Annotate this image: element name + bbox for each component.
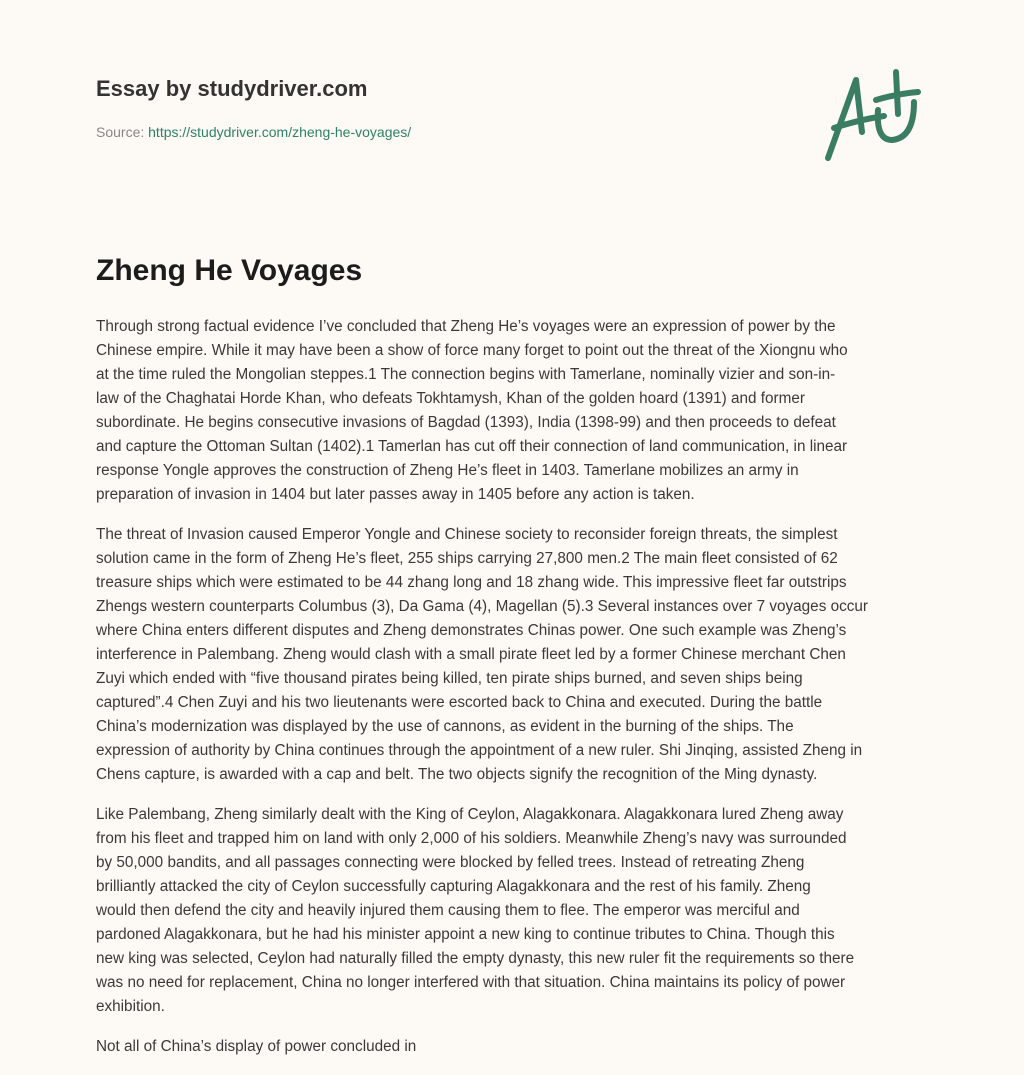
text-line: new king was selected, Ceylon had naturally filled the empty dynasty, this new ruler fit the requirements so there [96, 950, 855, 967]
text-line: preparation of invasion in 1404 but later passes away in 1405 before any action is taken. [96, 486, 695, 503]
text-line: pardoned Alagakkonara, but he had his minister appoint a new king to continue tributes to China. Though this [96, 926, 835, 943]
text-line: Chens capture, is awarded with a cap and belt. The two objects signify the recognition of the Ming dynasty. [96, 766, 818, 783]
text-line: The threat of Invasion caused Emperor Yongle and Chinese society to reconsider foreign threats, the simplest [96, 526, 838, 543]
source-label: Source: [96, 124, 145, 140]
text-line: subordinate. He begins consecutive invasions of Bagdad (1393), India (1398-99) and then proceeds to defeat [96, 414, 836, 431]
text-line: where China enters different disputes and Zheng demonstrates Chinas power. One such example was Zheng’s [96, 622, 847, 639]
text-line: Zuyi which ended with “five thousand pirates being killed, ten pirate ships burned, and seven ships being [96, 670, 803, 687]
source-link[interactable]: https://studydriver.com/zheng-he-voyages/ [148, 124, 412, 140]
text-line: at the time ruled the Mongolian steppes.1 The connection begins with Tamerlane, nominally vizier and son-in- [96, 366, 836, 383]
article-title: Zheng He Voyages [96, 254, 363, 287]
text-line: from his fleet and trapped him on land with only 2,000 of his soldiers. Meanwhile Zheng’s navy was surrounded [96, 830, 847, 847]
text-line: would then defend the city and heavily injured them causing them to flee. The emperor was merciful and [96, 902, 800, 919]
text-line: Like Palembang, Zheng similarly dealt with the King of Ceylon, Alagakkonara. Alagakkonara lured Zheng away [96, 806, 844, 823]
text-line: Chinese empire. While it may have been a show of force many forget to point out the threat of the Xiongnu who [96, 342, 848, 359]
a-plus-logo [818, 66, 930, 166]
source-line [96, 124, 411, 140]
paragraph-2 [96, 523, 996, 787]
paragraph-1 [96, 315, 996, 507]
text-line: and capture the Ottoman Sultan (1402).1 Tamerlan has cut off their connection of land communication, in linear [96, 438, 848, 455]
paragraph-4 [96, 1035, 996, 1059]
text-line: brilliantly attacked the city of Ceylon successfully capturing Alagakkonara and the rest of his family. Zheng [96, 878, 811, 895]
text-line: expression of authority by China continues through the appointment of a new ruler. Shi Jinqing, assisted Zheng in [96, 742, 863, 759]
article-body [96, 315, 996, 1075]
text-line: interference in Palembang. Zheng would clash with a small pirate fleet led by a former Chinese merchant Chen [96, 646, 846, 663]
text-line: Through strong factual evidence I’ve concluded that Zheng He’s voyages were an expression of power by the [96, 318, 836, 335]
paragraph-3 [96, 803, 996, 1019]
text-line: exhibition. [96, 998, 165, 1015]
text-line: law of the Chaghatai Horde Khan, who defeats Tokhtamysh, Khan of the golden hoard (1391) and former [96, 390, 805, 407]
text-line: Not all of China’s display of power concluded in [96, 1038, 417, 1055]
text-line: was no need for replacement, China no longer interfered with that situation. China maintains its policy of power [96, 974, 846, 991]
text-line: Zhengs western counterparts Columbus (3), Da Gama (4), Magellan (5).3 Several instances over 7 voyages occur [96, 598, 868, 615]
site-title: Essay by studydriver.com [96, 76, 368, 101]
text-line: captured”.4 Chen Zuyi and his two lieutenants were escorted back to China and executed. During the battle [96, 694, 823, 711]
text-line: China’s modernization was displayed by the use of cannons, as evident in the burning of the ships. The [96, 718, 794, 735]
text-line: treasure ships which were estimated to be 44 zhang long and 18 zhang wide. This impressive fleet far outstrips [96, 574, 847, 591]
text-line: response Yongle approves the construction of Zheng He’s fleet in 1403. Tamerlane mobilizes an army in [96, 462, 799, 479]
text-line: by 50,000 bandits, and all passages connecting were blocked by felled trees. Instead of retreating Zheng [96, 854, 805, 871]
text-line: solution came in the form of Zheng He’s fleet, 255 ships carrying 27,800 men.2 The main fleet consisted of 62 [96, 550, 838, 567]
